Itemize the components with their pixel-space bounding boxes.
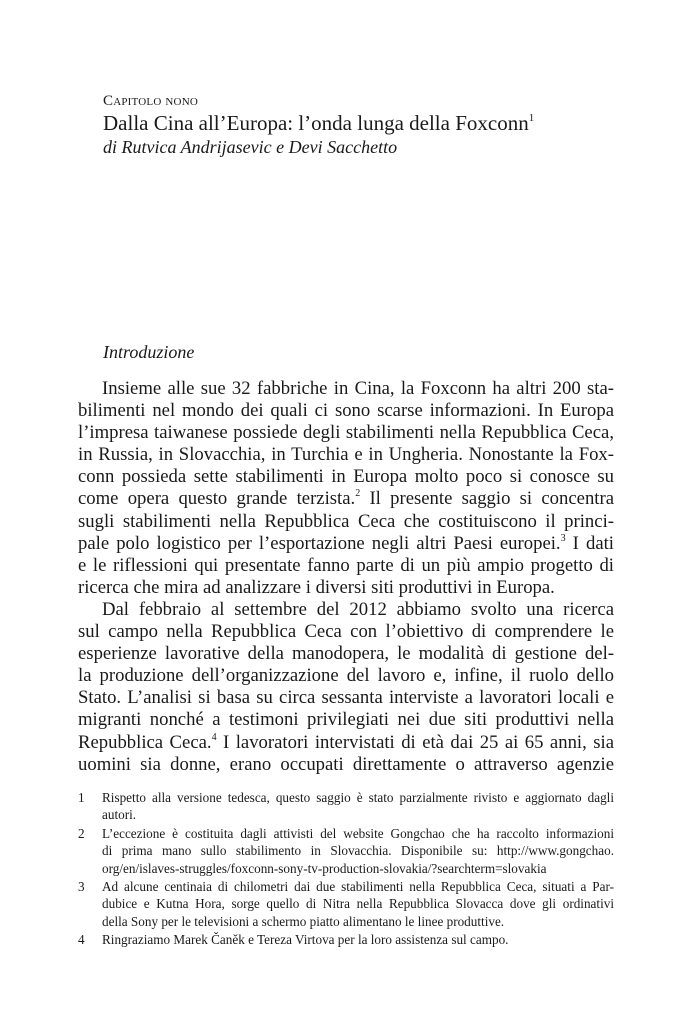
footnote-ref[interactable]: 3 <box>560 532 566 544</box>
footnote-line: Rispetto alla versione tedesca, questo saggio è stato parzialmente rivisto e aggiornato dagli <box>102 790 614 805</box>
text-run: sul campo nella Repubblica Ceca con l’obiettivo di comprendere le <box>78 621 614 643</box>
text-line <box>78 687 614 709</box>
text-line <box>78 422 614 444</box>
footnote-number: 4 <box>78 932 85 948</box>
chapter-byline: di Rutvica Andrijasevic e Devi Sacchetto <box>103 137 398 157</box>
text-run: Repubblica Ceca. <box>78 731 212 753</box>
text-line <box>78 555 614 577</box>
chapter-title <box>103 110 534 136</box>
text-line <box>78 488 614 510</box>
text-run: pale polo logistico per l’esportazione negli altri Paesi europei. <box>78 532 561 554</box>
text-run: ricerca che mira ad analizzare i diversi siti produttivi in Europa. <box>78 576 555 598</box>
text-line <box>78 621 614 643</box>
paragraph <box>78 599 614 776</box>
footnote <box>78 825 614 877</box>
text-line <box>78 754 614 776</box>
text-run: I dati <box>565 532 614 554</box>
footnote-number: 1 <box>78 790 85 805</box>
text-run: e le riflessioni qui presentate fanno parte di un più ampio progetto di <box>78 554 614 576</box>
footnotes <box>78 789 614 950</box>
text-run: come opera questo grande terzista. <box>78 488 356 510</box>
chapter-title-text: Dalla Cina all’Europa: l’onda lunga della Foxconn <box>103 111 529 135</box>
text-run: conn possieda sette stabilimenti in Europa molto poco si conosce su <box>78 466 614 488</box>
text-line <box>78 400 614 422</box>
text-line <box>78 533 614 555</box>
paragraph <box>78 378 614 599</box>
text-line <box>78 444 614 466</box>
text-run: I lavoratori intervistati di età dai 25 ai 65 anni, sia <box>216 731 614 753</box>
text-line <box>78 511 614 533</box>
text-run: l’impresa taiwanese possiede degli stabilimenti nella Repubblica Ceca, <box>78 422 614 444</box>
footnote <box>78 931 614 948</box>
footnote-ref[interactable]: 4 <box>211 731 217 743</box>
text-run: esperienze lavorative della manodopera, le modalità di gestione del- <box>78 643 614 665</box>
footnote-number: 3 <box>78 879 85 895</box>
text-run: Il presente saggio si concentra <box>360 488 614 510</box>
footnote-line: Ad alcune centinaia di chilometri dai due stabilimenti nella Repubblica Ceca, situati a Par- <box>102 879 614 895</box>
text-run: uomini sia donne, erano occupati direttamente o attraverso agenzie <box>78 753 614 775</box>
text-line <box>78 665 614 687</box>
text-run: sugli stabilimenti nella Repubblica Ceca che costituiscono il princi- <box>78 510 614 532</box>
text-line <box>78 577 614 599</box>
text-run: Stato. L’analisi si basa su circa sessanta interviste a lavoratori locali e <box>78 687 614 709</box>
footnote-line: dubice e Kutna Hora, sorge quello di Nitra nella Repubblica Slovacca dove gli ordinativi <box>102 896 614 912</box>
chapter-kicker: Capitolo nono <box>103 93 198 109</box>
footnote-line: autori. <box>102 807 137 823</box>
footnote <box>78 789 614 824</box>
footnote-line: della Sony per le televisioni a schermo piatto alimentano le linee produttive. <box>102 913 505 929</box>
footnote-line: Ringraziamo Marek Čaněk e Tereza Virtova per la loro assistenza sul campo. <box>102 932 509 948</box>
text-run: Dal febbraio al settembre del 2012 abbiamo svolto una ricerca <box>102 598 614 620</box>
footnote-ref[interactable]: 2 <box>355 488 361 500</box>
text-line <box>78 643 614 665</box>
footnote-line: org/en/islaves-struggles/foxconn-sony-tv-production-slovakia/?searchterm=slovakia <box>102 860 547 876</box>
footnote-ref[interactable]: 1 <box>528 112 535 124</box>
section-heading: Introduzione <box>103 342 195 362</box>
text-line <box>78 466 614 488</box>
text-line <box>78 599 614 621</box>
text-run: la produzione dell’organizzazione del lavoro e, infine, il ruolo dello <box>78 665 614 687</box>
footnote-line: di prima mano sullo stabilimento in Slovacchia. Disponibile su: http://www.gongchao. <box>102 843 614 859</box>
footnote <box>78 878 614 930</box>
text-line <box>78 378 614 400</box>
text-run: migranti nonché a testimoni privilegiati nei due siti produttivi nella <box>78 709 614 731</box>
footnote-number: 2 <box>78 825 85 841</box>
text-line <box>78 709 614 731</box>
body-text <box>78 378 614 776</box>
footnote-line: L’eccezione è costituita dagli attivisti del website Gongchao che ha raccolto informazioni <box>102 825 614 841</box>
text-run: in Russia, in Slovacchia, in Turchia e in Ungheria. Nonostante la Fox- <box>78 444 614 466</box>
text-run: bilimenti nel mondo dei quali ci sono scarse informazioni. In Europa <box>78 400 614 422</box>
text-line <box>78 732 614 754</box>
text-run: Insieme alle sue 32 fabbriche in Cina, la Foxconn ha altri 200 sta- <box>102 378 614 399</box>
